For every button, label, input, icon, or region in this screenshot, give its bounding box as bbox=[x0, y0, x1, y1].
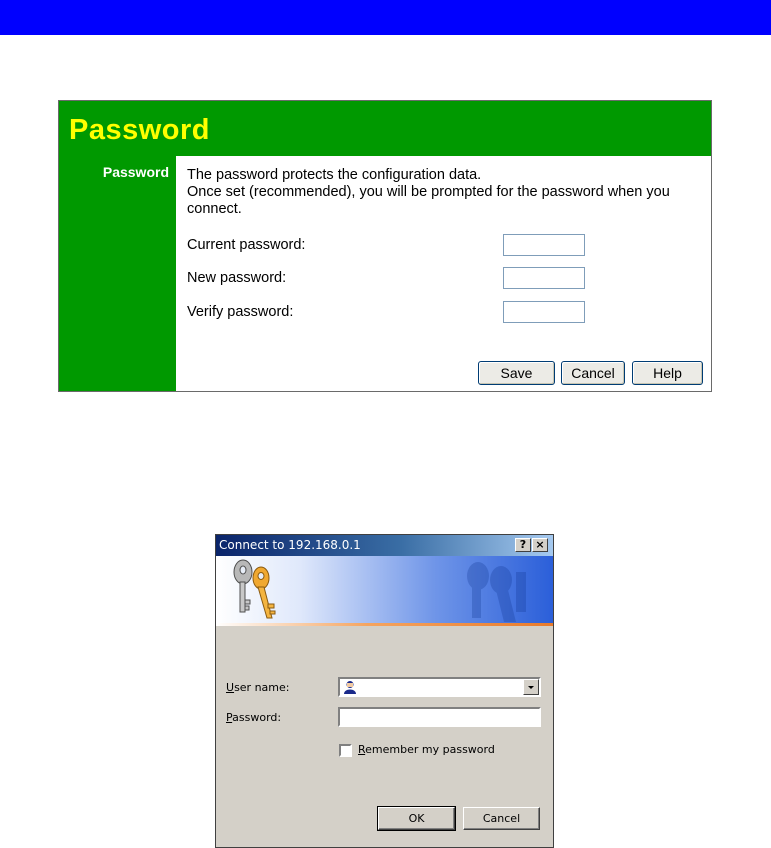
remember-label-text: emember my password bbox=[365, 743, 495, 756]
cancel-button[interactable]: Cancel bbox=[561, 361, 625, 385]
panel-body bbox=[176, 156, 711, 391]
username-label-text: ser name: bbox=[234, 681, 290, 694]
verify-password-label: Verify password: bbox=[187, 304, 294, 320]
close-icon[interactable]: × bbox=[532, 538, 548, 552]
password-input[interactable] bbox=[338, 707, 541, 727]
current-password-input[interactable] bbox=[503, 234, 585, 256]
ok-button[interactable]: OK bbox=[378, 807, 455, 830]
password-config-panel bbox=[58, 100, 712, 392]
top-blue-bar bbox=[0, 0, 771, 35]
panel-header bbox=[59, 101, 711, 156]
help-button[interactable]: Help bbox=[632, 361, 703, 385]
panel-sidebar bbox=[59, 156, 176, 391]
user-icon bbox=[343, 680, 357, 694]
save-button[interactable]: Save bbox=[478, 361, 555, 385]
chevron-down-icon[interactable] bbox=[523, 679, 539, 695]
banner-graphic bbox=[216, 556, 553, 623]
help-icon[interactable]: ? bbox=[515, 538, 531, 552]
page-title: Password bbox=[69, 114, 210, 146]
current-password-label: Current password: bbox=[187, 237, 306, 253]
description-line-2: Once set (recommended), you will be prompted for the password when you connect. bbox=[187, 184, 670, 217]
username-input[interactable] bbox=[360, 679, 520, 694]
remember-password-checkbox[interactable] bbox=[339, 744, 352, 757]
password-label-text: assword: bbox=[232, 711, 282, 724]
description bbox=[187, 167, 707, 218]
username-label: User name: bbox=[226, 681, 290, 694]
remember-password-label[interactable]: Remember my password bbox=[358, 743, 495, 756]
description-line-1: The password protects the configuration data. bbox=[187, 167, 482, 183]
dialog-banner bbox=[216, 556, 553, 623]
section-label: Password bbox=[102, 164, 169, 180]
new-password-input[interactable] bbox=[503, 267, 585, 289]
dialog-cancel-button[interactable]: Cancel bbox=[463, 807, 540, 830]
new-password-label: New password: bbox=[187, 270, 287, 286]
dialog-titlebar bbox=[216, 535, 553, 556]
verify-password-input[interactable] bbox=[503, 301, 585, 323]
keys-icon bbox=[234, 560, 275, 618]
login-dialog bbox=[215, 534, 554, 848]
dialog-title: Connect to 192.168.0.1 bbox=[219, 538, 361, 552]
banner-divider bbox=[216, 623, 553, 626]
password-label: Password: bbox=[226, 711, 282, 724]
username-combo[interactable] bbox=[338, 677, 541, 697]
